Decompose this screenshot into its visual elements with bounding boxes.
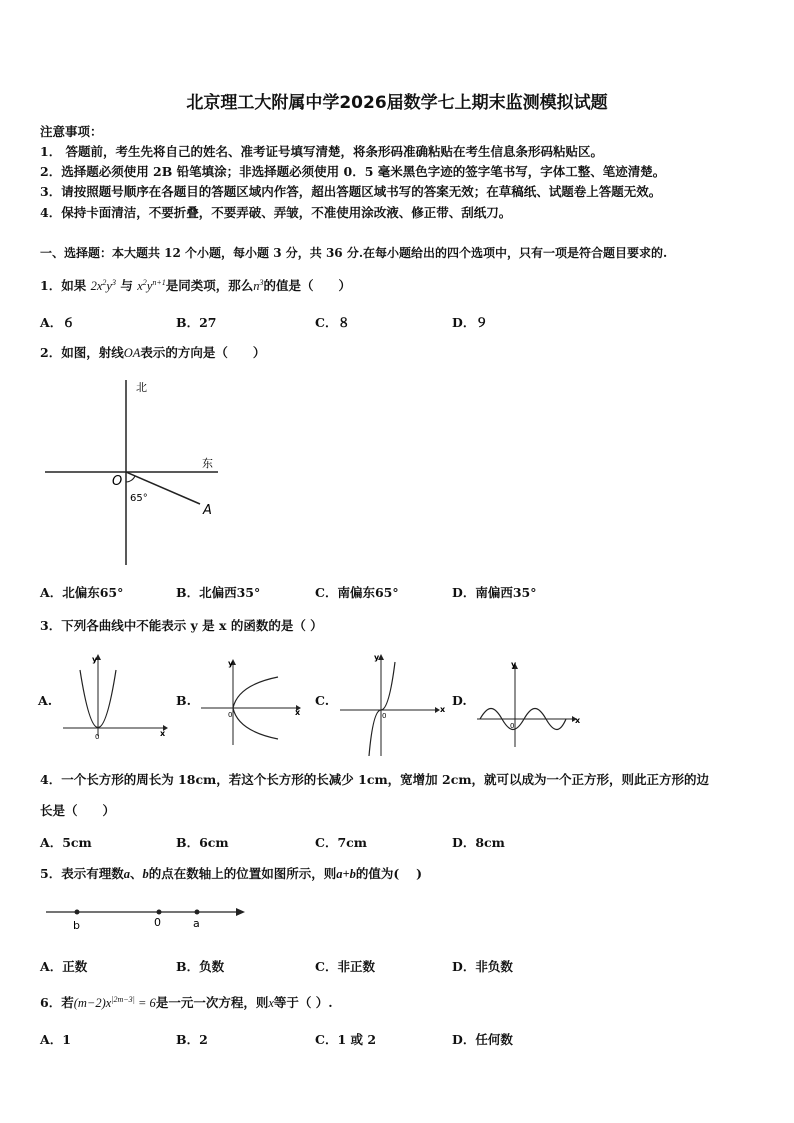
note-item-1: 1． 答题前，考生先将自己的姓名、准考证号填写清楚，将条形码准确粘贴在考生信息条形码粘贴区。 xyxy=(40,144,604,159)
cubic-curve xyxy=(369,662,395,756)
y-axis-label: y xyxy=(228,659,234,668)
q1-text-mid: 是同类项，那么 xyxy=(165,278,254,293)
origin-label: O xyxy=(112,474,123,489)
origin-label: 0 xyxy=(382,712,387,720)
x-axis-label: x xyxy=(575,716,581,725)
q5-text-end: 的值为( ) xyxy=(355,866,423,881)
q5-number-line xyxy=(40,900,250,934)
page-title: 北京理工大附属中学2026届数学七上期末监测模拟试题 xyxy=(186,93,608,113)
x-axis-label: x xyxy=(160,729,166,738)
q2-option-a: A．北偏东65° xyxy=(40,585,124,600)
q3-label-a: A. xyxy=(38,693,53,708)
note-item-3: 3．请按照题号顺序在各题目的答题区域内作答，超出答题区域书写的答案无效；在草稿纸、试题卷上答题无效。 xyxy=(40,184,662,199)
q5-text-mid: 的点在数轴上的位置如图所示，则 xyxy=(148,866,337,881)
q3-graph-c xyxy=(335,650,450,760)
q3-graph-d xyxy=(474,657,584,749)
y-axis-label: y xyxy=(511,660,517,669)
q4-option-d: D．8cm xyxy=(452,835,505,850)
question-2 xyxy=(40,343,265,361)
q1-num: 1． xyxy=(40,278,62,293)
angle-arc xyxy=(126,476,135,482)
q6-text: 6．若 xyxy=(40,995,74,1010)
q1-text-and: 与 xyxy=(120,278,133,293)
q4-option-b: B．6cm xyxy=(176,835,229,850)
q6-option-a: A．1 xyxy=(40,1032,71,1047)
q2-ray: OA xyxy=(123,346,141,360)
q6-option-b: B．2 xyxy=(176,1032,208,1047)
q5-expr: a+b xyxy=(336,867,356,881)
q1-option-c: C．８ xyxy=(315,315,350,330)
x-axis-label: x xyxy=(440,705,446,714)
q5-var-b: b xyxy=(142,867,149,881)
note-item-4: 4．保持卡面清洁，不要折叠，不要弄破、弄皱，不准使用涂改液、修正带、刮纸刀。 xyxy=(40,205,512,220)
q1-term2: $x^2y^{n+1}$ xyxy=(137,277,166,293)
q5-option-d: D．非负数 xyxy=(452,959,513,974)
q6-option-c: C．1 或 2 xyxy=(315,1032,377,1047)
q5-var-a: a xyxy=(123,867,130,881)
question-4-line1: 4．一个长方形的周长为 18cm，若这个长方形的长减少 1cm，宽增加 2cm，就可以成为一个正方形，则此正方形的边 xyxy=(40,772,710,787)
x-axis-label: x xyxy=(295,708,301,717)
q5-text: 5．表示有理数 xyxy=(40,866,124,881)
label-zero: 0 xyxy=(154,916,161,929)
q6-var-x: x xyxy=(268,996,274,1010)
q1-option-b: B．27 xyxy=(176,315,217,330)
point-b xyxy=(75,910,80,915)
q5-option-a: A．正数 xyxy=(40,959,88,974)
q1-term1: $2x^2y^3$ xyxy=(90,277,116,293)
note-item-2: 2．选择题必须使用 2B 铅笔填涂；非选择题必须使用 0．5 毫米黑色字迹的签字笔书写，字体工整、笔迹清楚。 xyxy=(40,164,666,179)
q1-term3: $n^3$ xyxy=(253,277,264,293)
q6-option-d: D．任何数 xyxy=(452,1032,513,1047)
north-label: 北 xyxy=(136,381,147,394)
q4-option-a: A．5cm xyxy=(40,835,92,850)
q1-text: 如果 xyxy=(61,278,87,293)
section-heading: 一、选择题：本大题共 12 个小题，每小题 3 分，共 36 分.在每小题给出的四个选项中，只有一项是符合题目要求的. xyxy=(40,246,668,260)
q3-graph-a xyxy=(58,650,173,742)
q1-text-end: 的值是（ ） xyxy=(263,278,351,293)
q5-sep: 、 xyxy=(129,866,143,881)
q3-label-c: C. xyxy=(315,693,330,708)
q2-direction-diagram xyxy=(40,375,230,570)
q3-label-d: D. xyxy=(452,693,467,708)
q2-option-b: B．北偏西35° xyxy=(176,585,261,600)
origin-label: 0 xyxy=(510,722,515,730)
q2-option-d: D．南偏西35° xyxy=(452,585,537,600)
question-4-line2: 长是（ ） xyxy=(40,803,116,818)
east-label: 东 xyxy=(202,457,213,470)
question-6 xyxy=(40,993,333,1011)
q2-text-end: 表示的方向是（ ） xyxy=(140,345,266,360)
q6-text-mid: 是一元一次方程，则 xyxy=(155,995,269,1010)
question-3: 3．下列各曲线中不能表示 y 是 x 的函数的是（ ） xyxy=(40,618,323,633)
question-1 xyxy=(40,276,351,294)
q6-equation: $(m-2)x^{|2m-3|} = 6$ xyxy=(73,994,156,1010)
point-zero xyxy=(157,910,162,915)
q2-text: 2．如图，射线 xyxy=(40,345,124,360)
origin-label: 0 xyxy=(95,733,100,741)
q5-option-c: C．非正数 xyxy=(315,959,375,974)
angle-label: 65° xyxy=(130,493,148,504)
q5-option-b: B．负数 xyxy=(176,959,225,974)
q1-option-a: A．６ xyxy=(40,315,75,330)
point-a-label: A xyxy=(203,503,212,518)
label-b: b xyxy=(73,919,80,932)
label-a: a xyxy=(193,917,200,930)
point-a xyxy=(195,910,200,915)
y-axis-label: y xyxy=(374,653,380,662)
q3-label-b: B. xyxy=(176,693,191,708)
origin-label: 0 xyxy=(228,711,233,719)
q6-text-end: 等于（ ）. xyxy=(273,995,333,1010)
q4-option-c: C．7cm xyxy=(315,835,367,850)
q1-option-d: D．９ xyxy=(452,315,488,330)
y-axis-label: y xyxy=(92,655,98,664)
notes-heading: 注意事项： xyxy=(40,124,103,139)
q3-graph-b xyxy=(198,655,308,747)
question-5 xyxy=(40,864,422,882)
q2-option-c: C．南偏东65° xyxy=(315,585,399,600)
